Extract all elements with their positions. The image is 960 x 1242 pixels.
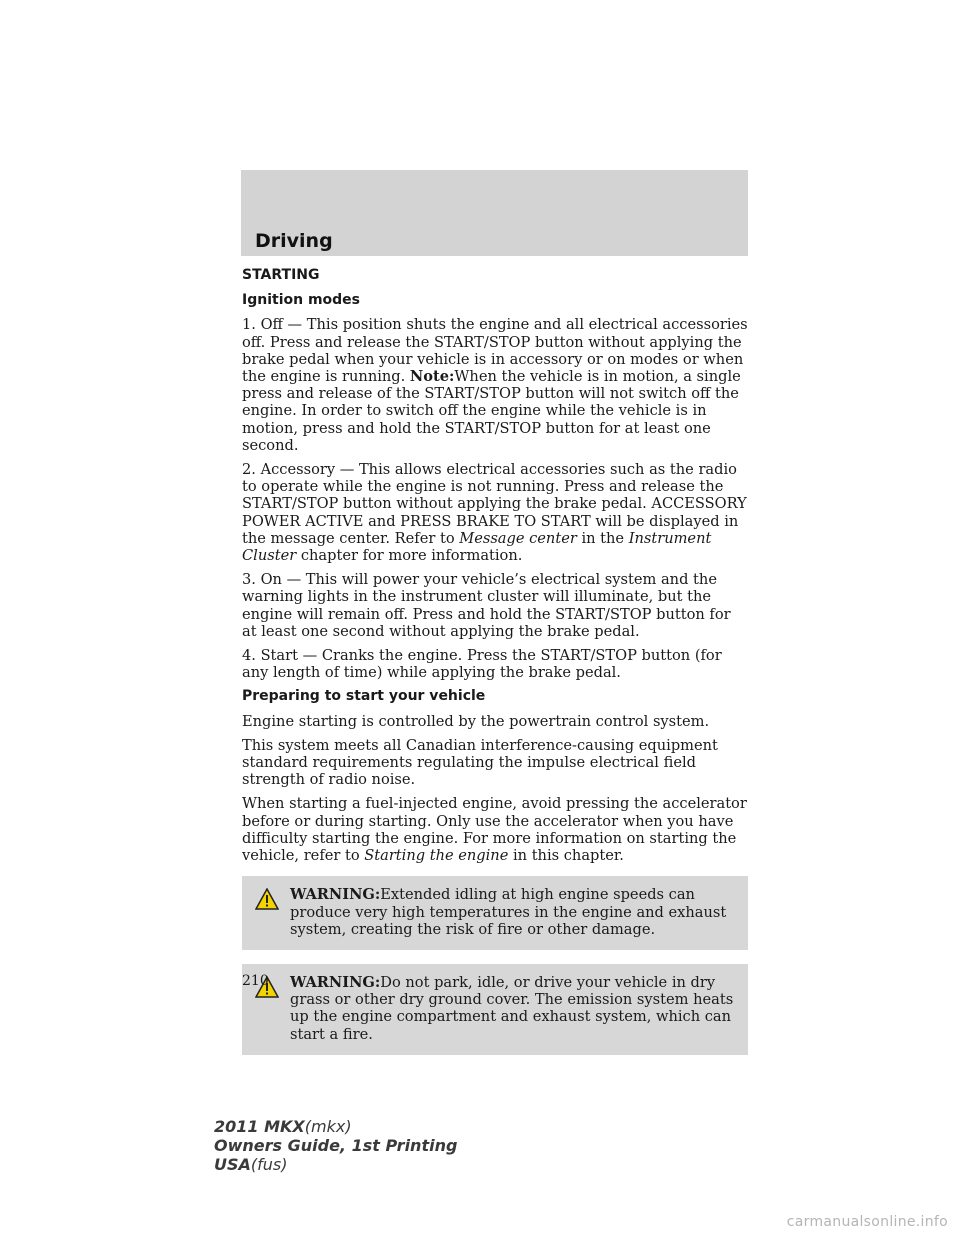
mode-off-paragraph <box>242 316 748 454</box>
preparing-paragraph-1: Engine starting is controlled by the powertrain control system. <box>242 712 710 730</box>
mode-start-paragraph: 4. Start — Cranks the engine. Press the START/STOP button (for any length of time) while applying the brake pedal. <box>242 647 722 682</box>
footer-line-1 <box>214 1117 457 1136</box>
warning-body: Extended idling at high engine speeds can produce very high temperatures in the engine and exhaust system, creating the risk of fire or other damage. <box>290 886 727 938</box>
note-text: When the vehicle is in motion, a single press and release of the START/STOP button will not switch off the engine. In order to switch off the engine while the vehicle is in motion, press and hold the START/STOP button for at least one second. <box>242 368 741 454</box>
starting-engine-ref: Starting the engine <box>364 847 509 865</box>
message-center-ref: Message center <box>459 529 577 547</box>
print-footer <box>214 1117 457 1174</box>
warning-label: WARNING: <box>290 973 381 991</box>
accessory-mid-text: in the <box>581 529 625 547</box>
footer-model-code: (mkx) <box>304 1117 352 1136</box>
preparing-heading: Preparing to start your vehicle <box>242 688 486 705</box>
page-number: 210 <box>242 973 269 989</box>
warning-triangle-icon <box>255 888 279 910</box>
chapter-title: Driving <box>255 230 333 252</box>
preparing-paragraph-2: This system meets all Canadian interference-causing equipment standard requirements regulating the impulse electrical field strength of radio noise. <box>242 736 718 789</box>
ignition-modes-heading: Ignition modes <box>242 292 361 309</box>
mode-on-paragraph: 3. On — This will power your vehicle’s electrical system and the warning lights in the instrument cluster will illuminate, but the engine will remain off. Press and hold the START/STOP button for at least one second without applying the brake pedal. <box>242 571 731 640</box>
footer-line-3 <box>214 1155 457 1174</box>
accessory-end-text: chapter for more information. <box>300 547 523 565</box>
note-label: Note: <box>409 368 455 386</box>
footer-market-code: (fus) <box>250 1155 288 1174</box>
preparing-p3-text: When starting a fuel-injected engine, avoid pressing the accelerator before or during starting. Only use the accelerator when you have difficulty starting the engine. For more information on starting the vehicle, refer to <box>242 795 747 865</box>
warning-box <box>242 964 748 1055</box>
mode-accessory-text: 2. Accessory — This allows electrical accessories such as the radio to operate while the engine is not running. Press and release the START/STOP button without applying the brake pedal. ACCESSORY POWER ACTIVE and PRESS BRAKE TO START will be displayed in the message center. Refer to <box>242 461 747 547</box>
warning-label: WARNING: <box>290 886 381 904</box>
preparing-p3-end: in this chapter. <box>512 847 624 865</box>
mode-off-text: 1. Off — This position shuts the engine and all electrical accessories off. Press and release the START/STOP button without applying the brake pedal when your vehicle is in accessory or on modes or when the engine is running. <box>242 316 748 386</box>
page-content <box>242 267 748 1055</box>
warning-box <box>242 876 748 950</box>
footer-line-2: Owners Guide, 1st Printing <box>214 1136 458 1155</box>
preparing-paragraph-3 <box>242 795 748 864</box>
site-watermark[interactable]: carmanualsonline.info <box>786 1214 948 1230</box>
section-title: STARTING <box>242 267 320 283</box>
chapter-header <box>241 170 748 256</box>
mode-accessory-paragraph <box>242 461 748 564</box>
footer-market: USA <box>214 1155 251 1174</box>
warning-text <box>242 886 748 938</box>
footer-model: 2011 MKX <box>214 1117 305 1136</box>
warning-text <box>242 974 748 1043</box>
warning-body: Do not park, idle, or drive your vehicle in dry grass or other dry ground cover. The emission system heats up the engine compartment and exhaust system, which can start a fire. <box>290 973 734 1043</box>
instrument-cluster-ref: Instrument Cluster <box>242 529 712 565</box>
